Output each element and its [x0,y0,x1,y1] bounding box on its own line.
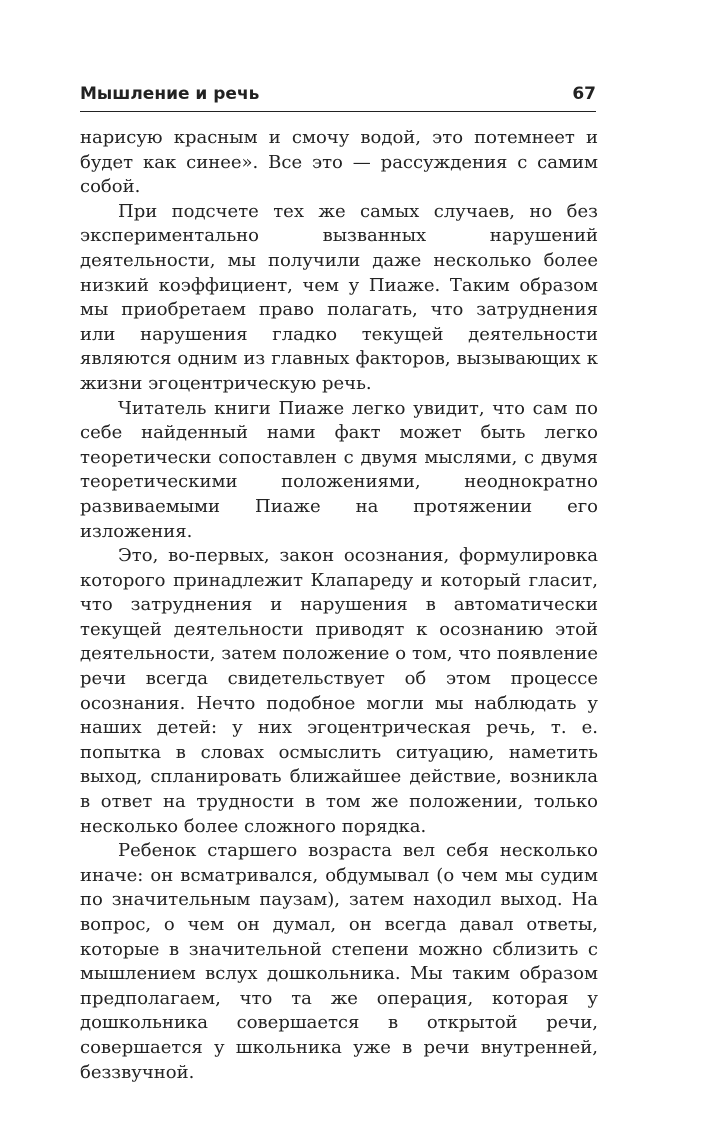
chapter-title: Мышление и речь [80,84,260,104]
paragraph: нарисую красным и смочу водой, это потемнеет и будет как синее». Все это — рассуждения с самим собой. [80,127,598,198]
running-header [80,84,596,108]
header-rule [80,111,596,112]
paragraph: Ребенок старшего возраста вел себя несколько иначе: он всматривался, обдумывал (о чем мы судим по значительным паузам), затем находил выход. На вопрос, о чем он думал, он всегда давал ответы, которые в значительной степени можно сблизить с мышлением вслух дошкольника. Мы таким образом предполагаем, что та же операция, которая у дошкольника совершается в открытой речи, совершается у школьника уже в речи внутренней, беззвучной. [80,840,598,1083]
page-number: 67 [572,84,596,104]
paragraph: При подсчете тех же самых случаев, но без экспериментально вызванных нарушений деятельности, мы получили даже несколько более низкий коэффициент, чем у Пиаже. Таким образом мы приобретаем право полагать, что затруднения или нарушения гладко текущей деятельности являются одним из главных факторов, вызывающих к жизни эгоцентрическую речь. [80,200,598,394]
body-text [80,126,598,1085]
paragraph: Это, во-первых, закон осознания, формулировка которого принадлежит Клапареду и который гласит, что затруднения и нарушения в автоматически текущей деятельности приводят к осознанию этой деятельности, затем положение о том, что появление речи всегда свидетельствует об этом процессе осознания. Нечто подобное могли мы наблюдать у наших детей: у них эгоцентрическая речь, т. е. попытка в словах осмыслить ситуацию, наметить выход, спланировать ближайшее действие, возникла в ответ на трудности в том же положении, только несколько более сложного порядка. [80,545,598,837]
paragraph: Читатель книги Пиаже легко увидит, что сам по себе найденный нами факт может быть легко теоретически сопоставлен с двумя мыслями, с двумя теоретическими положениями, неоднократно развиваемыми Пиаже на протяжении его изложения. [80,397,598,542]
